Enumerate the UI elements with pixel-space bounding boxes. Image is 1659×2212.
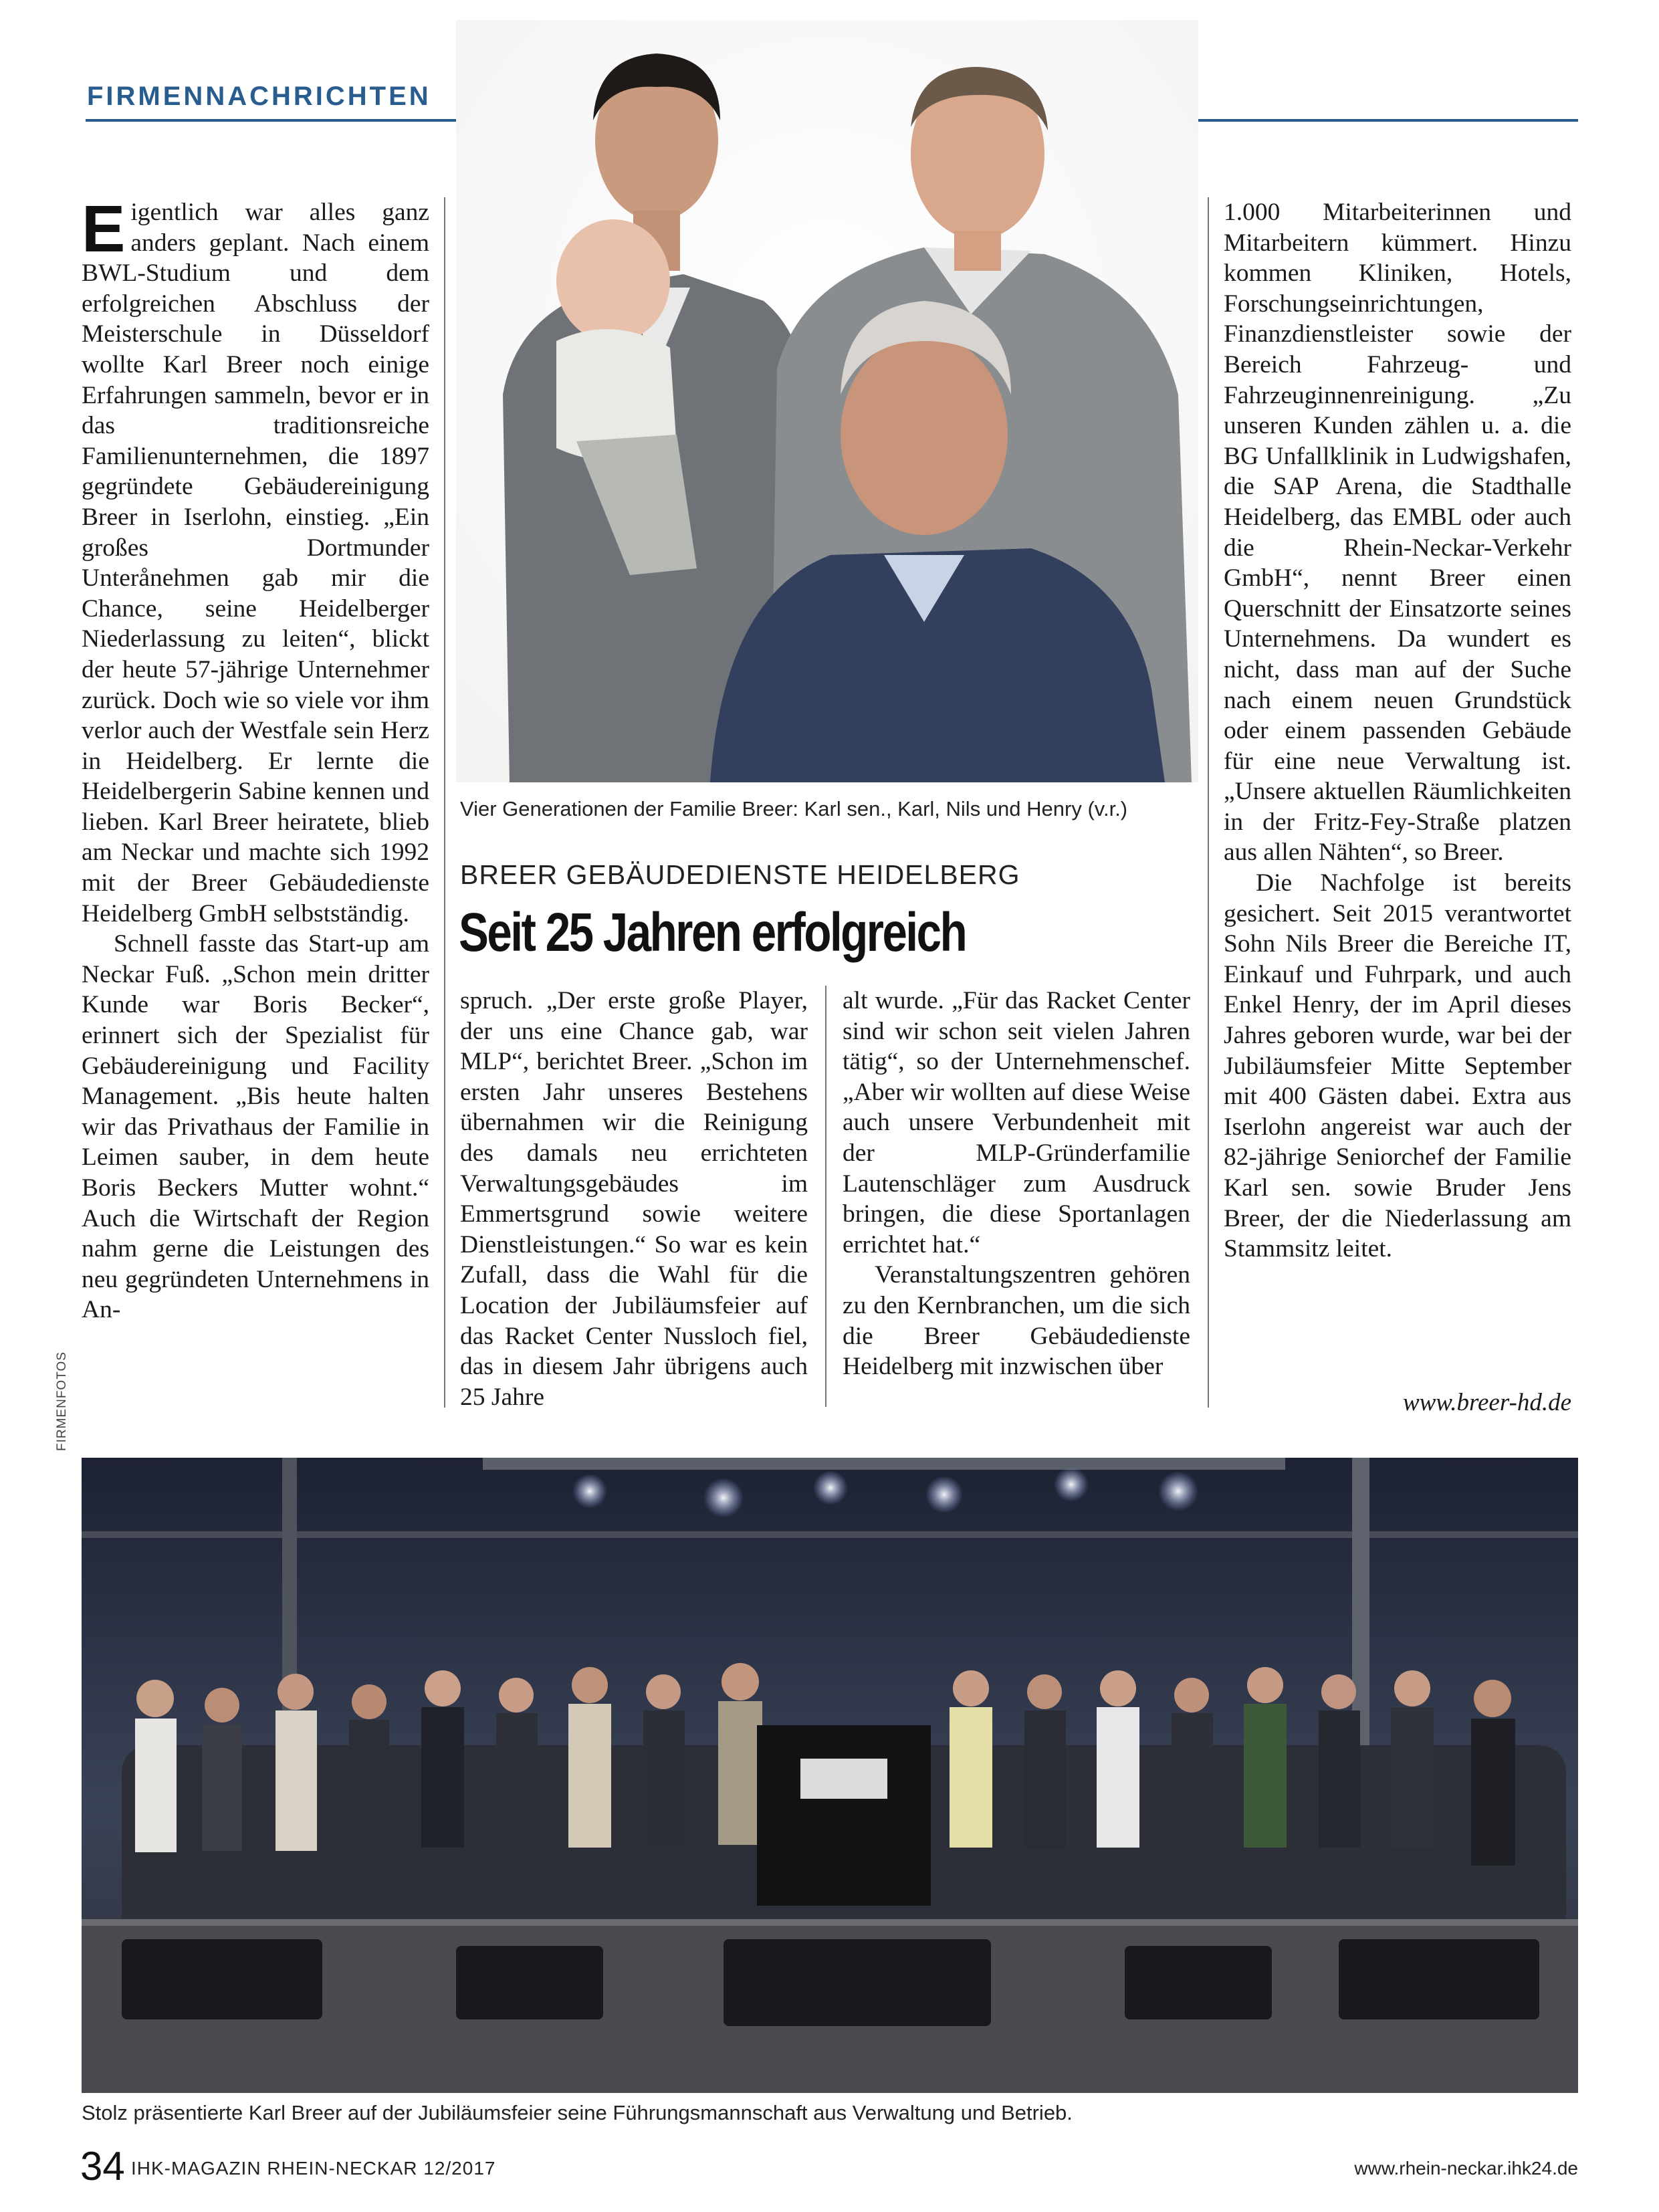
bottom-photo-caption: Stolz präsentierte Karl Breer auf der Jubiläumsfeier seine Führungsmannschaft aus Verwaltung und Betrieb. bbox=[82, 2101, 1073, 2124]
column-divider bbox=[1208, 197, 1209, 1408]
photo-credit: FIRMENFOTOS bbox=[55, 1351, 69, 1451]
paragraph: 1.000 Mitarbeiterinnen und Mitarbeitern kümmert. Hinzu kommen Kliniken, Hotels, Forschungseinrichtungen, Finanzdienstleister sowie der Bereich Fahrzeug- und Fahrzeuginnenreinigung. „Zu unseren Kunden zählen u. a. die BG Unfallklinik in Ludwigshafen, die SAP Arena, die Stadthalle Heidelberg, das EMBL oder auch die Rhein-Neckar-Verkehr GmbH“, nennt Breer einen Querschnitt der Einsatzorte seines Unternehmens. Da wundert es nicht, dass man auf der Suche nach einem neuen Grundstück oder einem passenden Gebäude für eine neue Verwaltung ist. „Unsere aktuellen Räumlichkeiten in der Fritz-Fey-Straße platzen aus allen Nähten“, so Breer. bbox=[1224, 199, 1571, 867]
top-photo-caption: Vier Generationen der Familie Breer: Karl sen., Karl, Nils und Henry (v.r.) bbox=[460, 797, 1128, 820]
footer-url: www.rhein-neckar.ihk24.de bbox=[1354, 2158, 1578, 2179]
company-weblink: www.breer-hd.de bbox=[1402, 1389, 1571, 1416]
article-column-4 bbox=[1224, 197, 1571, 1264]
stage-photo bbox=[82, 1458, 1578, 2093]
article-headline: Seit 25 Jahren erfolgreich bbox=[459, 902, 966, 963]
column-divider bbox=[444, 197, 445, 1408]
magazine-issue: IHK-MAGAZIN RHEIN-NECKAR 12/2017 bbox=[131, 2158, 496, 2179]
article-column-2 bbox=[460, 986, 808, 1412]
paragraph: igentlich war alles ganz anders geplant. Nach einem BWL-Studium und dem erfolgreichen Abschluss der Meisterschule in Düsseldorf wollte Karl Breer noch einige Erfahrungen sammeln, bevor er in das traditionsreiche Familienunternehmen, die 1897 gegründete Gebäudereinigung Breer in Iserlohn, einstieg. „Ein großes Dortmunder Unterånehmen gab mir die Chance, seine Heidelberger Niederlassung zu leiten“, blickt der heute 57-jährige Unternehmer zurück. Doch wie so viele vor ihm verlor auch der Westfale sein Herz in Heidelberg. Er lernte die Heidelbergerin Sabine kennen und lieben. Karl Breer heiratete, blieb am Neckar und machte sich 1992 mit der Breer Gebäudedienste Heidelberg GmbH selbstständig. bbox=[82, 199, 429, 927]
article-column-1 bbox=[82, 192, 429, 1325]
family-photo-image bbox=[456, 20, 1198, 782]
paragraph: Schnell fasste das Start-up am Neckar Fuß. „Schon mein dritter Kunde war Boris Becker“, erinnert sich der Spezialist für Gebäudereinigung und Facility Management. „Bis heute halten wir das Privathaus der Familie in Leimen sauber, in dem heute Boris Beckers Mutter wohnt.“ Auch die Wirtschaft der Region nahm gerne die Leistungen des neu gegründeten Unternehmens in An- bbox=[82, 930, 429, 1324]
section-label: FIRMENNACHRICHTEN bbox=[87, 82, 431, 111]
article-kicker: BREER GEBÄUDEDIENSTE HEIDELBERG bbox=[460, 859, 1020, 890]
stage-photo-image bbox=[82, 1458, 1578, 2093]
paragraph: alt wurde. „Für das Racket Center sind wir schon seit vielen Jahren tätig“, so der Unternehmenschef. „Aber wir wollten auf diese Weise auch unsere Verbundenheit mit der MLP-Gründerfamilie Lautenschläger zum Ausdruck bringen, die diese Sportanlagen errichtet hat.“ bbox=[843, 987, 1190, 1258]
family-photo bbox=[456, 20, 1198, 782]
paragraph: spruch. „Der erste große Player, der uns eine Chance gab, war MLP“, berichtet Breer. „Schon im ersten Jahr unseres Bestehens übernahmen wir die Reinigung des damals neu errichteten Verwaltungsgebäudes im Emmertsgrund sowie weitere Dienstleistungen.“ So war es kein Zufall, dass die Wahl für die Location der Jubiläumsfeier auf das Racket Center Nussloch fiel, das in diesem Jahr übrigens auch 25 Jahre bbox=[460, 987, 808, 1411]
paragraph: Veranstaltungszentren gehören zu den Kernbranchen, um die sich die Breer Gebäudedienste Heidelberg mit inzwischen über bbox=[843, 1261, 1190, 1381]
article-column-3 bbox=[843, 986, 1190, 1382]
dropcap: E bbox=[82, 192, 126, 265]
paragraph: Die Nachfolge ist bereits gesichert. Seit 2015 verantwortet Sohn Nils Breer die Bereiche IT, Einkauf und Fuhrpark, und auch Enkel Henry, der im April dieses Jahres geboren wurde, war bei der Jubiläumsfeier Mitte September mit 400 Gästen dabei. Extra aus Iserlohn angereist war auch der 82-jährige Seniorchef der Familie Karl sen. sowie Bruder Jens Breer, der die Niederlassung am Stammsitz leitet. bbox=[1224, 869, 1571, 1263]
page-number: 34 bbox=[80, 2144, 125, 2189]
column-divider bbox=[825, 986, 826, 1407]
